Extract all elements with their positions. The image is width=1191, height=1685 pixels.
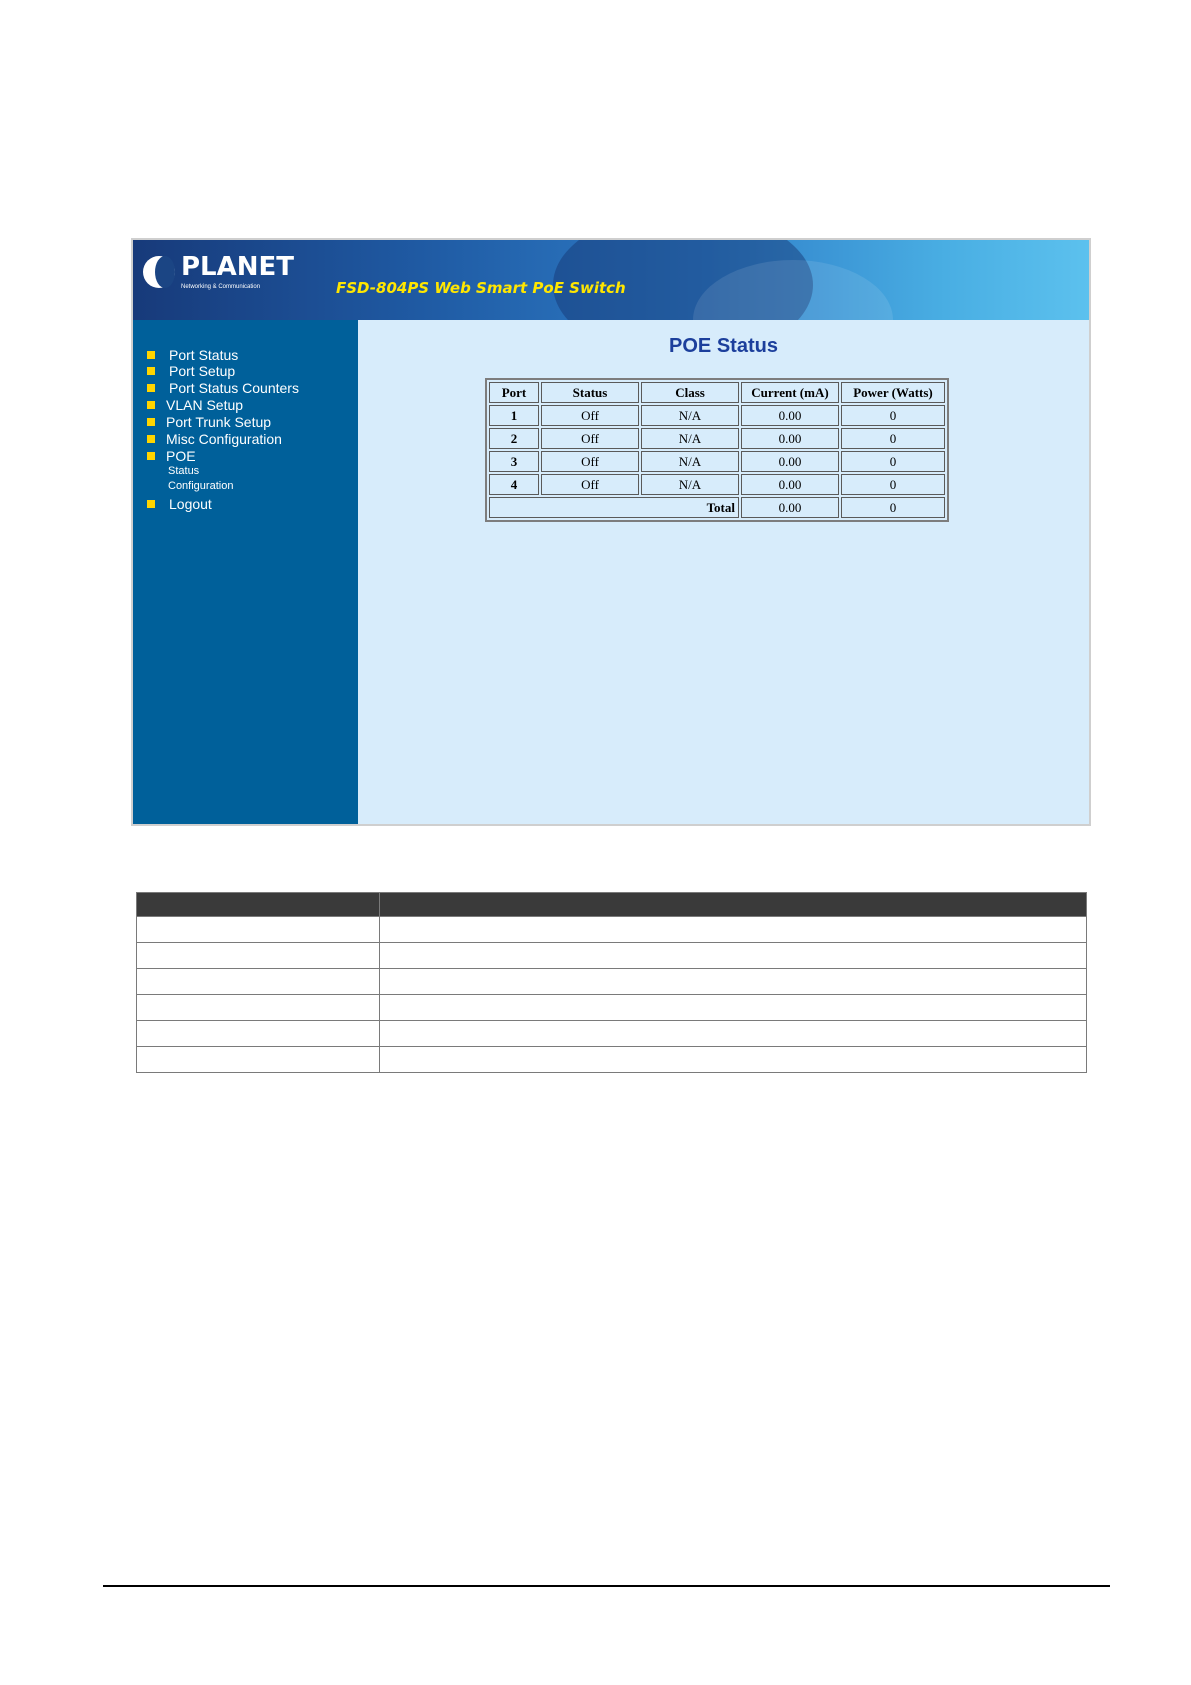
sidebar-item-label: Port Status (169, 346, 239, 363)
status-cell: Off (541, 428, 639, 449)
planet-logo (143, 252, 295, 300)
sidebar-item-label: Misc Configuration (166, 430, 282, 447)
planet-logo-icon (143, 256, 175, 288)
table-row (137, 969, 1087, 995)
current-cell: 0.00 (741, 405, 839, 426)
sidebar-item-label: Port Trunk Setup (166, 413, 272, 430)
sidebar-subitem-configuration[interactable]: Configuration (168, 480, 234, 492)
table-row (137, 1021, 1087, 1047)
status-cell: Off (541, 451, 639, 472)
footer-divider (103, 1585, 1110, 1587)
sidebar-subitem-status[interactable]: Status (168, 465, 200, 477)
bullet-icon (147, 452, 155, 460)
total-current-cell: 0.00 (741, 497, 839, 518)
power-cell: 0 (841, 451, 945, 472)
sidebar-item-misc-configuration[interactable] (147, 430, 282, 447)
table-row (489, 428, 945, 449)
column-header: Power (Watts) (841, 382, 945, 403)
port-cell: 4 (489, 474, 539, 495)
bullet-icon (147, 351, 155, 359)
column-header: Status (541, 382, 639, 403)
table-row (137, 917, 1087, 943)
class-cell: N/A (641, 428, 739, 449)
logo-text: PLANET (181, 252, 295, 282)
sidebar-item-poe[interactable] (147, 447, 196, 464)
sidebar-item-port-setup[interactable] (147, 362, 235, 379)
column-header: Current (mA) (741, 382, 839, 403)
class-cell: N/A (641, 474, 739, 495)
bullet-icon (147, 500, 155, 508)
current-cell: 0.00 (741, 474, 839, 495)
table-row (489, 405, 945, 426)
product-title: FSD-804PS Web Smart PoE Switch (336, 279, 626, 297)
total-label: Total (489, 497, 739, 518)
power-cell: 0 (841, 474, 945, 495)
total-power-cell: 0 (841, 497, 945, 518)
port-cell: 2 (489, 428, 539, 449)
class-cell: N/A (641, 405, 739, 426)
table-row (137, 1047, 1087, 1073)
header-banner (133, 240, 1089, 320)
status-cell: Off (541, 405, 639, 426)
web-ui-screenshot (131, 238, 1091, 826)
power-cell: 0 (841, 405, 945, 426)
page-title: POE Status (669, 335, 778, 357)
table-header-row (489, 382, 945, 403)
bullet-icon (147, 367, 155, 375)
description-header-row (137, 893, 1087, 917)
sidebar-item-logout[interactable] (147, 495, 212, 512)
sidebar-item-port-status-counters[interactable] (147, 379, 299, 396)
main-content (358, 320, 1089, 824)
bullet-icon (147, 384, 155, 392)
sidebar-item-vlan-setup[interactable] (147, 396, 243, 413)
current-cell: 0.00 (741, 428, 839, 449)
column-header: Port (489, 382, 539, 403)
sidebar-item-port-trunk-setup[interactable] (147, 413, 271, 430)
table-row (137, 995, 1087, 1021)
sidebar-item-label: POE (166, 447, 196, 464)
total-row (489, 497, 945, 518)
status-cell: Off (541, 474, 639, 495)
table-row (137, 943, 1087, 969)
sidebar-item-label: Port Status Counters (169, 379, 299, 396)
port-cell: 3 (489, 451, 539, 472)
port-cell: 1 (489, 405, 539, 426)
power-cell: 0 (841, 428, 945, 449)
column-header: Class (641, 382, 739, 403)
table-row (489, 474, 945, 495)
poe-status-table (485, 378, 949, 522)
sidebar-item-label: Port Setup (169, 362, 236, 379)
description-table (136, 892, 1087, 1073)
sidebar-nav (133, 320, 358, 824)
sidebar-item-label: Logout (169, 495, 212, 512)
sidebar-item-label: VLAN Setup (166, 396, 244, 413)
logo-subtext: Networking & Communication (181, 284, 261, 290)
current-cell: 0.00 (741, 451, 839, 472)
bullet-icon (147, 418, 155, 426)
class-cell: N/A (641, 451, 739, 472)
sidebar-item-port-status[interactable] (147, 346, 238, 363)
bullet-icon (147, 435, 155, 443)
table-row (489, 451, 945, 472)
bullet-icon (147, 401, 155, 409)
